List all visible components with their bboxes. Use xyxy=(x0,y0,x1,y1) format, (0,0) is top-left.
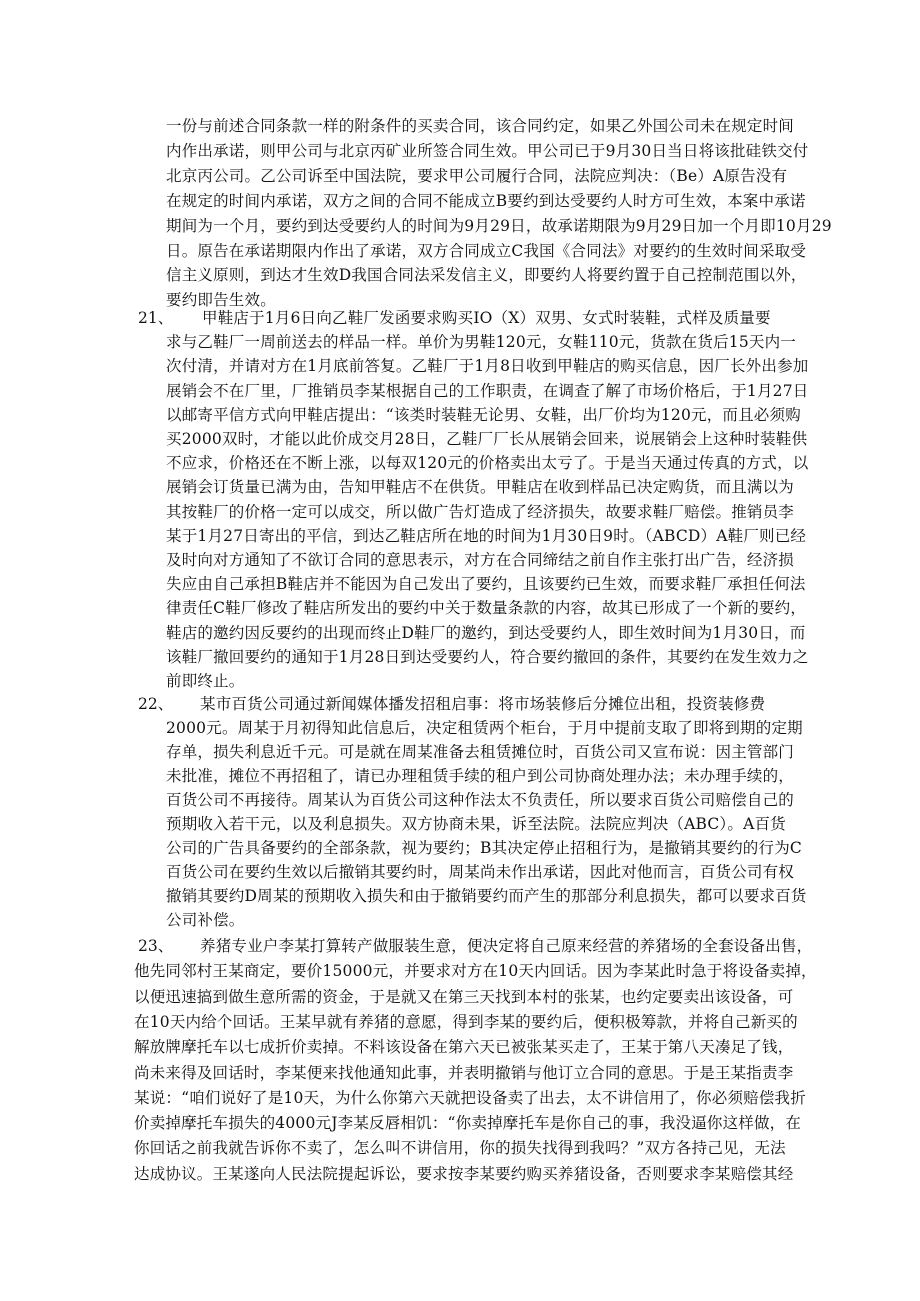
text-line: 百货公司不再接待。周某认为百货公司这种作法太不负责任，所以要求百货公司赔偿自己的 xyxy=(166,791,795,809)
text-line: 尚未来得及回话时，李某便来找他通知此事，并表明撤销与他订立合同的意思。于是王某指责李 xyxy=(134,1063,794,1082)
text-line: 北京丙公司。乙公司诉至中国法院，要求甲公司履行合同，法院应判决：（Be）A原告没有 xyxy=(166,166,788,185)
text-line: 信主义原则，到达才生效D我国合同法采发信主义，即要约人将要约置于自己控制范围以外， xyxy=(166,266,807,285)
text-line: 其按鞋厂的价格一定可以成交，所以做广告灯造成了经济损失，故要求鞋厂赔偿。推销员李 xyxy=(166,502,795,521)
text-line: 要约即告生效。 xyxy=(166,291,276,310)
text-line: 公司补偿。 xyxy=(166,911,245,929)
text-line: 一份与前述合同条款一样的附条件的买卖合同，该合同约定，如果乙外国公司未在规定时间 xyxy=(166,117,795,135)
text-line: 内作出承诺，则甲公司与北京丙矿业所签合同生效。甲公司已于9月30日当日将该批硅铁交付 xyxy=(166,141,809,160)
text-line: 2000元。周某于月初得知此信息后，决定租赁两个柜台，于月中提前支取了即将到期的定期 xyxy=(166,719,803,737)
text-line: 百货公司在要约生效以后撤销其要约时，周某尚未作出承诺，因此对他而言，百货公司有权 xyxy=(166,863,795,881)
text-line: 存单，损失利息近千元。可是就在周某准备去租赁摊位时，百货公司又宣布说：因主管部门 xyxy=(166,743,795,761)
text-line: 日。原告在承诺期限内作出了承诺，双方合同成立C我国《合同法》对要约的生效时间采取受 xyxy=(166,241,807,260)
text-line: 以邮寄平信方式向甲鞋店提出：“该类时装鞋无论男、女鞋，出厂价均为120元，而且必须购 xyxy=(166,405,801,424)
text-line: 某于1月27日寄出的平信，到达乙鞋店所在地的时间为1月30日9时。（ABCD）A鞋厂则已经 xyxy=(166,526,807,545)
text-line: 在10天内给个回话。王某早就有养猪的意愿，得到李某的要约后，便积极筹款，并将自己新买的 xyxy=(134,1012,798,1031)
text-line: 某说：“咱们说好了是10天，为什么你第六天就把设备卖了出去，太不讲信用了，你必须赔偿我折 xyxy=(134,1088,806,1107)
item-number-23: 23、 xyxy=(138,937,174,955)
text-line: 养猪专业户李某打算转产做服装生意，便决定将自己原来经营的养猪场的全套设备出售， xyxy=(200,937,813,955)
text-line: 以便迅速搞到做生意所需的资金，于是就又在第三天找到本村的张某，也约定要卖出该设备，可 xyxy=(134,987,794,1006)
item-number-22: 22、 xyxy=(138,695,174,713)
text-line: 在规定的时间内承诺，双方之间的合同不能成立B要约到达受要约人时方可生效，本案中承诺 xyxy=(166,191,806,210)
text-line: 解放牌摩托车以七成折价卖掉。不料该设备在第六天已被张某买走了，王某于第八天凑足了钱， xyxy=(134,1038,794,1057)
text-line: 鞋店的邀约因反要约的出现而终止D鞋厂的邀约，到达受要约人，即生效时间为1月30日，而 xyxy=(166,623,806,642)
text-line: 展销会订货量已满为由，告知甲鞋店不在供货。甲鞋店在收到样品已决定购货，而且满以为 xyxy=(166,478,795,497)
text-line: 你回话之前我就告诉你不卖了，怎么叫不讲信用，你的损失找得到我吗？”双方各持己见，无法 xyxy=(134,1139,786,1158)
text-line: 未批准，摊位不再招租了，请已办理租赁手续的租户到公司协商处理办法；未办理手续的， xyxy=(166,767,795,785)
text-line: 买2000双时，才能以此价成交月28日，乙鞋厂厂长从展销会回来，说展销会上这种时装鞋供 xyxy=(166,430,808,448)
text-line: 不应求，价格还在不断上涨，以每双120元的价格卖出太亏了。于是当天通过传真的方式，以 xyxy=(166,454,809,473)
text-line: 求与乙鞋厂一周前送去的样品一样。单价为男鞋120元，女鞋110元，货款在货后15天内一 xyxy=(166,333,796,352)
text-line: 公司的广告具备要约的全部条款，视为要约；B其决定停止招租行为，是撤销其要约的行为C xyxy=(166,839,802,857)
text-line: 撤销其要约D周某的预期收入损失和由于撤销要约而产生的那部分利息损失，都可以要求百货 xyxy=(166,887,807,905)
text-line: 他先同邻村王某商定，要价15000元，并要求对方在10天内回话。因为李某此时急于将设备卖掉， xyxy=(134,962,817,981)
text-line: 达成协议。王某遂向人民法院提起诉讼，要求按李某要约购买养猪设备，否则要求李某赔偿其经 xyxy=(134,1164,794,1183)
text-line: 前即终止。 xyxy=(166,672,245,690)
text-line: 某市百货公司通过新闻媒体播发招租启事：将市场装修后分摊位出租，投资装修费 xyxy=(200,695,766,713)
text-line: 甲鞋店于1月6日向乙鞋厂发函要求购买IO（X）双男、女式时装鞋，式样及质量要 xyxy=(202,309,771,327)
text-line: 及时向对方通知了不欲订合同的意思表示，对方在合同缔结之前自作主张打出广告，经济损 xyxy=(166,551,795,569)
text-line: 该鞋厂撤回要约的通知于1月28日到达受要约人，符合要约撤回的条件，其要约在发生效力之 xyxy=(166,647,809,666)
text-line: 预期收入若干元，以及利息损失。双方协商未果，诉至法院。法院应判决（ABC）。A百货 xyxy=(166,815,786,833)
item-number-21: 21、 xyxy=(138,309,174,327)
text-line: 失应由自己承担B鞋店并不能因为自己发出了要约，且该要约已生效，而要求鞋厂承担任何法 xyxy=(166,575,806,594)
text-line: 期间为一个月，要约到达受要约人的时间为9月29日，故承诺期限为9月29日加一个月即10月29 xyxy=(166,216,832,235)
text-line: 律责任C鞋厂修改了鞋店所发出的要约中关于数量条款的内容，故其已形成了一个新的要约， xyxy=(166,599,807,618)
text-line: 次付清，并请对方在1月底前答复。乙鞋厂于1月8日收到甲鞋店的购买信息，因厂长外出参加 xyxy=(166,357,809,376)
text-line: 价卖掉摩托车损失的4000元J李某反唇相饥：“你卖掉摩托车是你自己的事，我没逼你这样做，在 xyxy=(134,1114,802,1133)
text-line: 展销会不在厂里，厂推销员李某根据自己的工作职责，在调查了解了市场价格后，于1月27日 xyxy=(166,381,809,400)
